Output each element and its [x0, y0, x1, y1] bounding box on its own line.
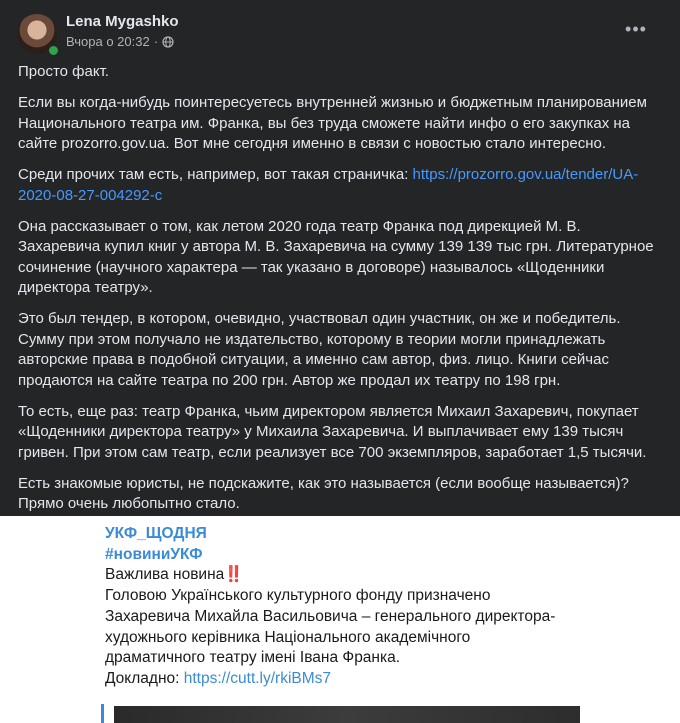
image-line-headline: [105, 565, 555, 586]
paragraph-3-text: Среди прочих там есть, например, вот такая страничка:: [18, 166, 413, 183]
paragraph-4: Она рассказывает о том, как летом 2020 года театр Франка под дирекцией М. В. Захаревича купил книг у автора М. В. Захаревича на сумму 139 139 тыс грн. Литературное сочинение (научного характера — так указано в договоре) называлось «Щоденники директора театру».: [18, 217, 654, 296]
online-status-dot: [47, 44, 60, 57]
image-line-8: [105, 669, 555, 690]
post-meta: [66, 34, 174, 49]
paragraph-3: [18, 165, 664, 206]
paragraph-1: Просто факт.: [18, 63, 109, 80]
author-name[interactable]: Lena Mygashko: [66, 13, 179, 30]
image-text: [105, 524, 555, 690]
prozorro-tender-link[interactable]: https://prozorro.gov.ua/tender/UA-2020-08-27-004292-c: [18, 166, 639, 204]
double-exclamation-icon: ‼️: [224, 566, 244, 584]
post-timestamp[interactable]: Вчора о 20:32: [66, 34, 150, 49]
globe-icon: [162, 36, 174, 48]
post-header: [0, 0, 680, 60]
paragraph-6: То есть, еще раз: театр Франка, чьим директором является Михаил Захаревич, покупает «Щоденники директора театру» у Михаила Захаревича. И выплачивает ему 139 тысяч гривен. При этом сам театр, если реализует все 700 экземпляров, заработает 1,5 тысячи.: [18, 402, 647, 461]
post-body: [18, 62, 664, 525]
image-line-5: Захаревича Михайла Васильовича – генерального директора-: [105, 607, 556, 625]
paragraph-7: Есть знакомые юристы, не подскажите, как это называется (если вообще называется)? Прямо очень любопытно стало.: [18, 474, 629, 512]
paragraph-2: Если вы когда-нибудь поинтересуетесь внутренней жизнью и бюджетным планированием Национального театра им. Франка, вы без труда сможете найти инфо о его закупках на сайте prozorro.gov.ua. Вот мне сегодня именно в связи с новостью стало интересно.: [18, 94, 647, 152]
image-line-hashtag: #новиниУКФ: [105, 545, 203, 563]
image-headline-text: Важлива новина: [105, 566, 225, 584]
paragraph-5: Это был тендер, в котором, очевидно, участвовал один участник, он же и победитель. Сумму при этом получало не издательство, которому в теории могли принадлежать авторские права в подобной ситуации, а именно сам автор, физ. лицо. Книги сейчас продаются на сайте театра по 200 грн. Автор же продал их театру по 198 грн.: [18, 310, 621, 389]
image-line-channel: УКФ_ЩОДНЯ: [105, 525, 207, 542]
more-options-icon[interactable]: •••: [625, 18, 647, 39]
image-photo: [114, 706, 580, 723]
meta-separator: ·: [153, 34, 159, 49]
image-details-label: Докладно:: [105, 669, 184, 687]
image-cuttly-link: https://cutt.ly/rkiBMs7: [183, 669, 332, 687]
image-quote-bar: [101, 704, 104, 723]
image-line-4: Головою Українського культурного фонду призначено: [105, 587, 491, 605]
image-line-7: драматичного театру імені Івана Франка.: [105, 649, 401, 667]
image-line-6: художнього керівника Національного академічного: [105, 628, 471, 646]
attached-image[interactable]: [0, 516, 680, 723]
